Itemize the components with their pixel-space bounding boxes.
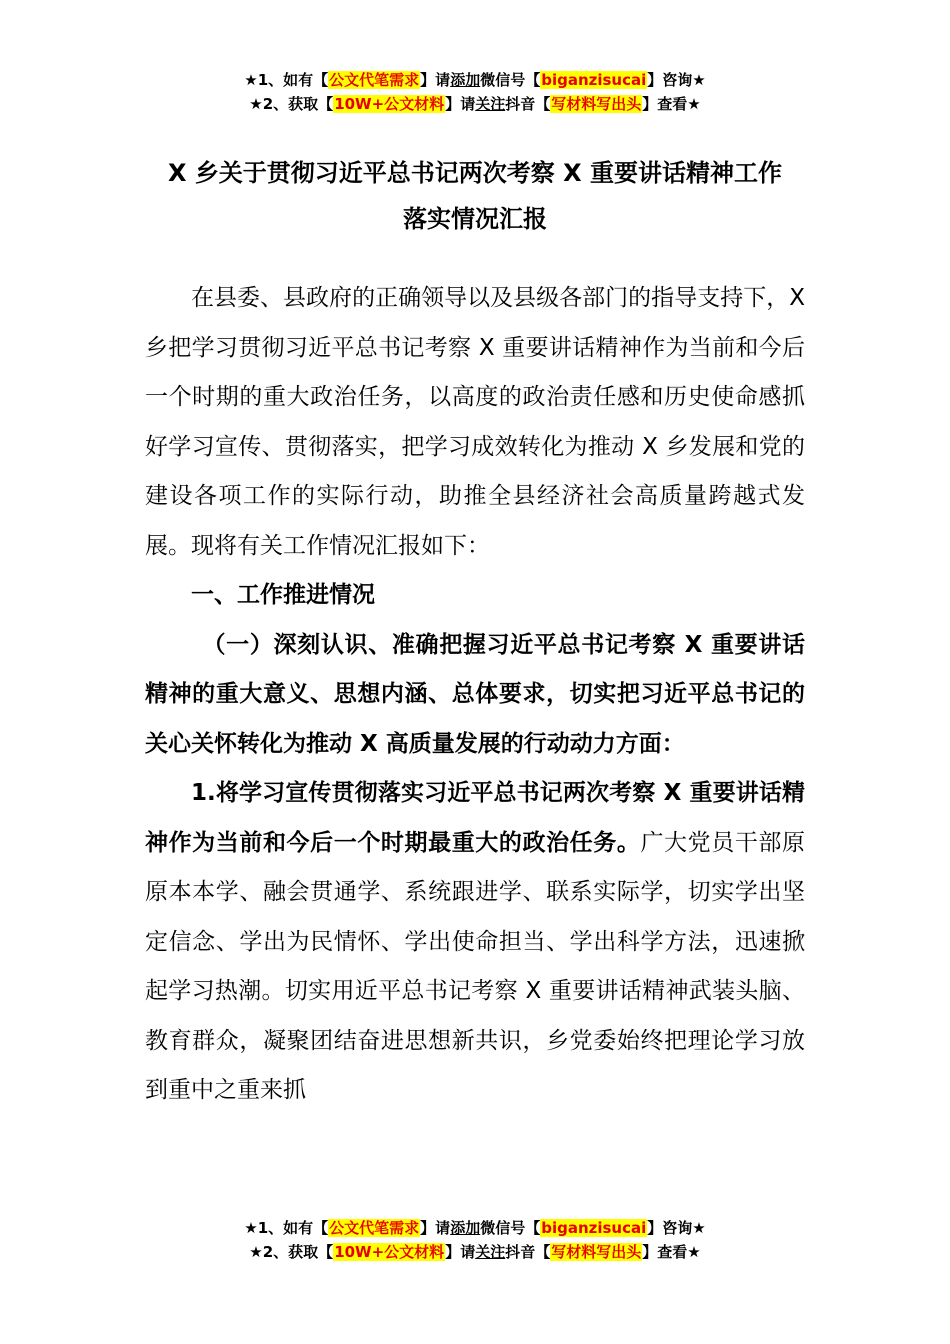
item-text: 广大党员干部原原本本学、融会贯通学、系统跟进学、联系实际学，切实学出坚定信念、学出为民情怀、学出使命担当、学出科学方法，迅速掀起学习热潮。切实用近平总书记考察 X 重要讲话精神武装头脑、教育群众，凝聚团结奋进思想新共识，乡党委始终把理论学习放到重中之重来抓 <box>145 829 806 1103</box>
promo-text: 】请 <box>445 95 476 113</box>
promo-underlined: 添加 <box>450 71 481 89</box>
item-lead: 1.将学习宣传贯彻落实习近平总书记两次考察 X 重要讲话精神作为当前和今后一个时期最重大的政治任务。 <box>145 780 805 856</box>
promo-text: 】查看★ <box>642 1243 701 1261</box>
promo-underlined: 关注 <box>475 95 506 113</box>
promo-underlined: 添加 <box>450 1219 481 1237</box>
promo-text: 】请 <box>420 71 451 89</box>
promo-text: 抖音【 <box>505 1243 551 1261</box>
promo-highlight: 10W+公文材料 <box>334 95 445 113</box>
promo-banner-top <box>0 68 950 116</box>
promo-text: ★2、获取【 <box>249 95 334 113</box>
document-body <box>145 274 805 1116</box>
document-title <box>145 150 805 242</box>
item-paragraph <box>145 769 805 1116</box>
promo-banner-bottom <box>0 1216 950 1264</box>
promo-highlight: 写材料写出头 <box>551 95 642 113</box>
promo-highlight: 10W+公文材料 <box>334 1243 445 1261</box>
promo-text: 】咨询★ <box>647 1219 706 1237</box>
promo-text: 】查看★ <box>642 95 701 113</box>
promo-text: 】咨询★ <box>647 71 706 89</box>
promo-text: ★2、获取【 <box>249 1243 334 1261</box>
promo-highlight: 写材料写出头 <box>551 1243 642 1261</box>
section-heading: 一、工作推进情况 <box>191 582 375 608</box>
promo-text: ★1、如有【 <box>244 1219 329 1237</box>
promo-text: 微信号【 <box>480 71 541 89</box>
promo-line-1 <box>0 68 950 92</box>
promo-text: 抖音【 <box>505 95 551 113</box>
subsection-heading: （一）深刻认识、准确把握习近平总书记考察 X 重要讲话精神的重大意义、思想内涵、总体要求，切实把习近平总书记的关心关怀转化为推动 X 高质量发展的行动动力方面： <box>145 631 805 757</box>
promo-text: 微信号【 <box>480 1219 541 1237</box>
promo-text: 】请 <box>445 1243 476 1261</box>
title-line-2: 落实情况汇报 <box>403 205 547 233</box>
promo-line-2 <box>0 1240 950 1264</box>
promo-highlight: 公文代笔需求 <box>329 71 420 89</box>
promo-line-2 <box>0 92 950 116</box>
promo-highlight: biganzisucai <box>541 1219 647 1237</box>
promo-highlight: 公文代笔需求 <box>329 1219 420 1237</box>
promo-text: 】请 <box>420 1219 451 1237</box>
intro-paragraph: 在县委、县政府的正确领导以及县级各部门的指导支持下，X 乡把学习贯彻习近平总书记考察 X 重要讲话精神作为当前和今后一个时期的重大政治任务，以高度的政治责任感和历史使命感抓好学习宣传、贯彻落实，把学习成效转化为推动 X 乡发展和党的建设各项工作的实际行动，助推全县经济社会高质量跨越式发展。现将有关工作情况汇报如下： <box>145 285 805 559</box>
promo-highlight: biganzisucai <box>541 71 647 89</box>
promo-underlined: 关注 <box>475 1243 506 1261</box>
promo-text: ★1、如有【 <box>244 71 329 89</box>
promo-line-1 <box>0 1216 950 1240</box>
title-line-1: X 乡关于贯彻习近平总书记两次考察 X 重要讲话精神工作 <box>167 159 783 187</box>
